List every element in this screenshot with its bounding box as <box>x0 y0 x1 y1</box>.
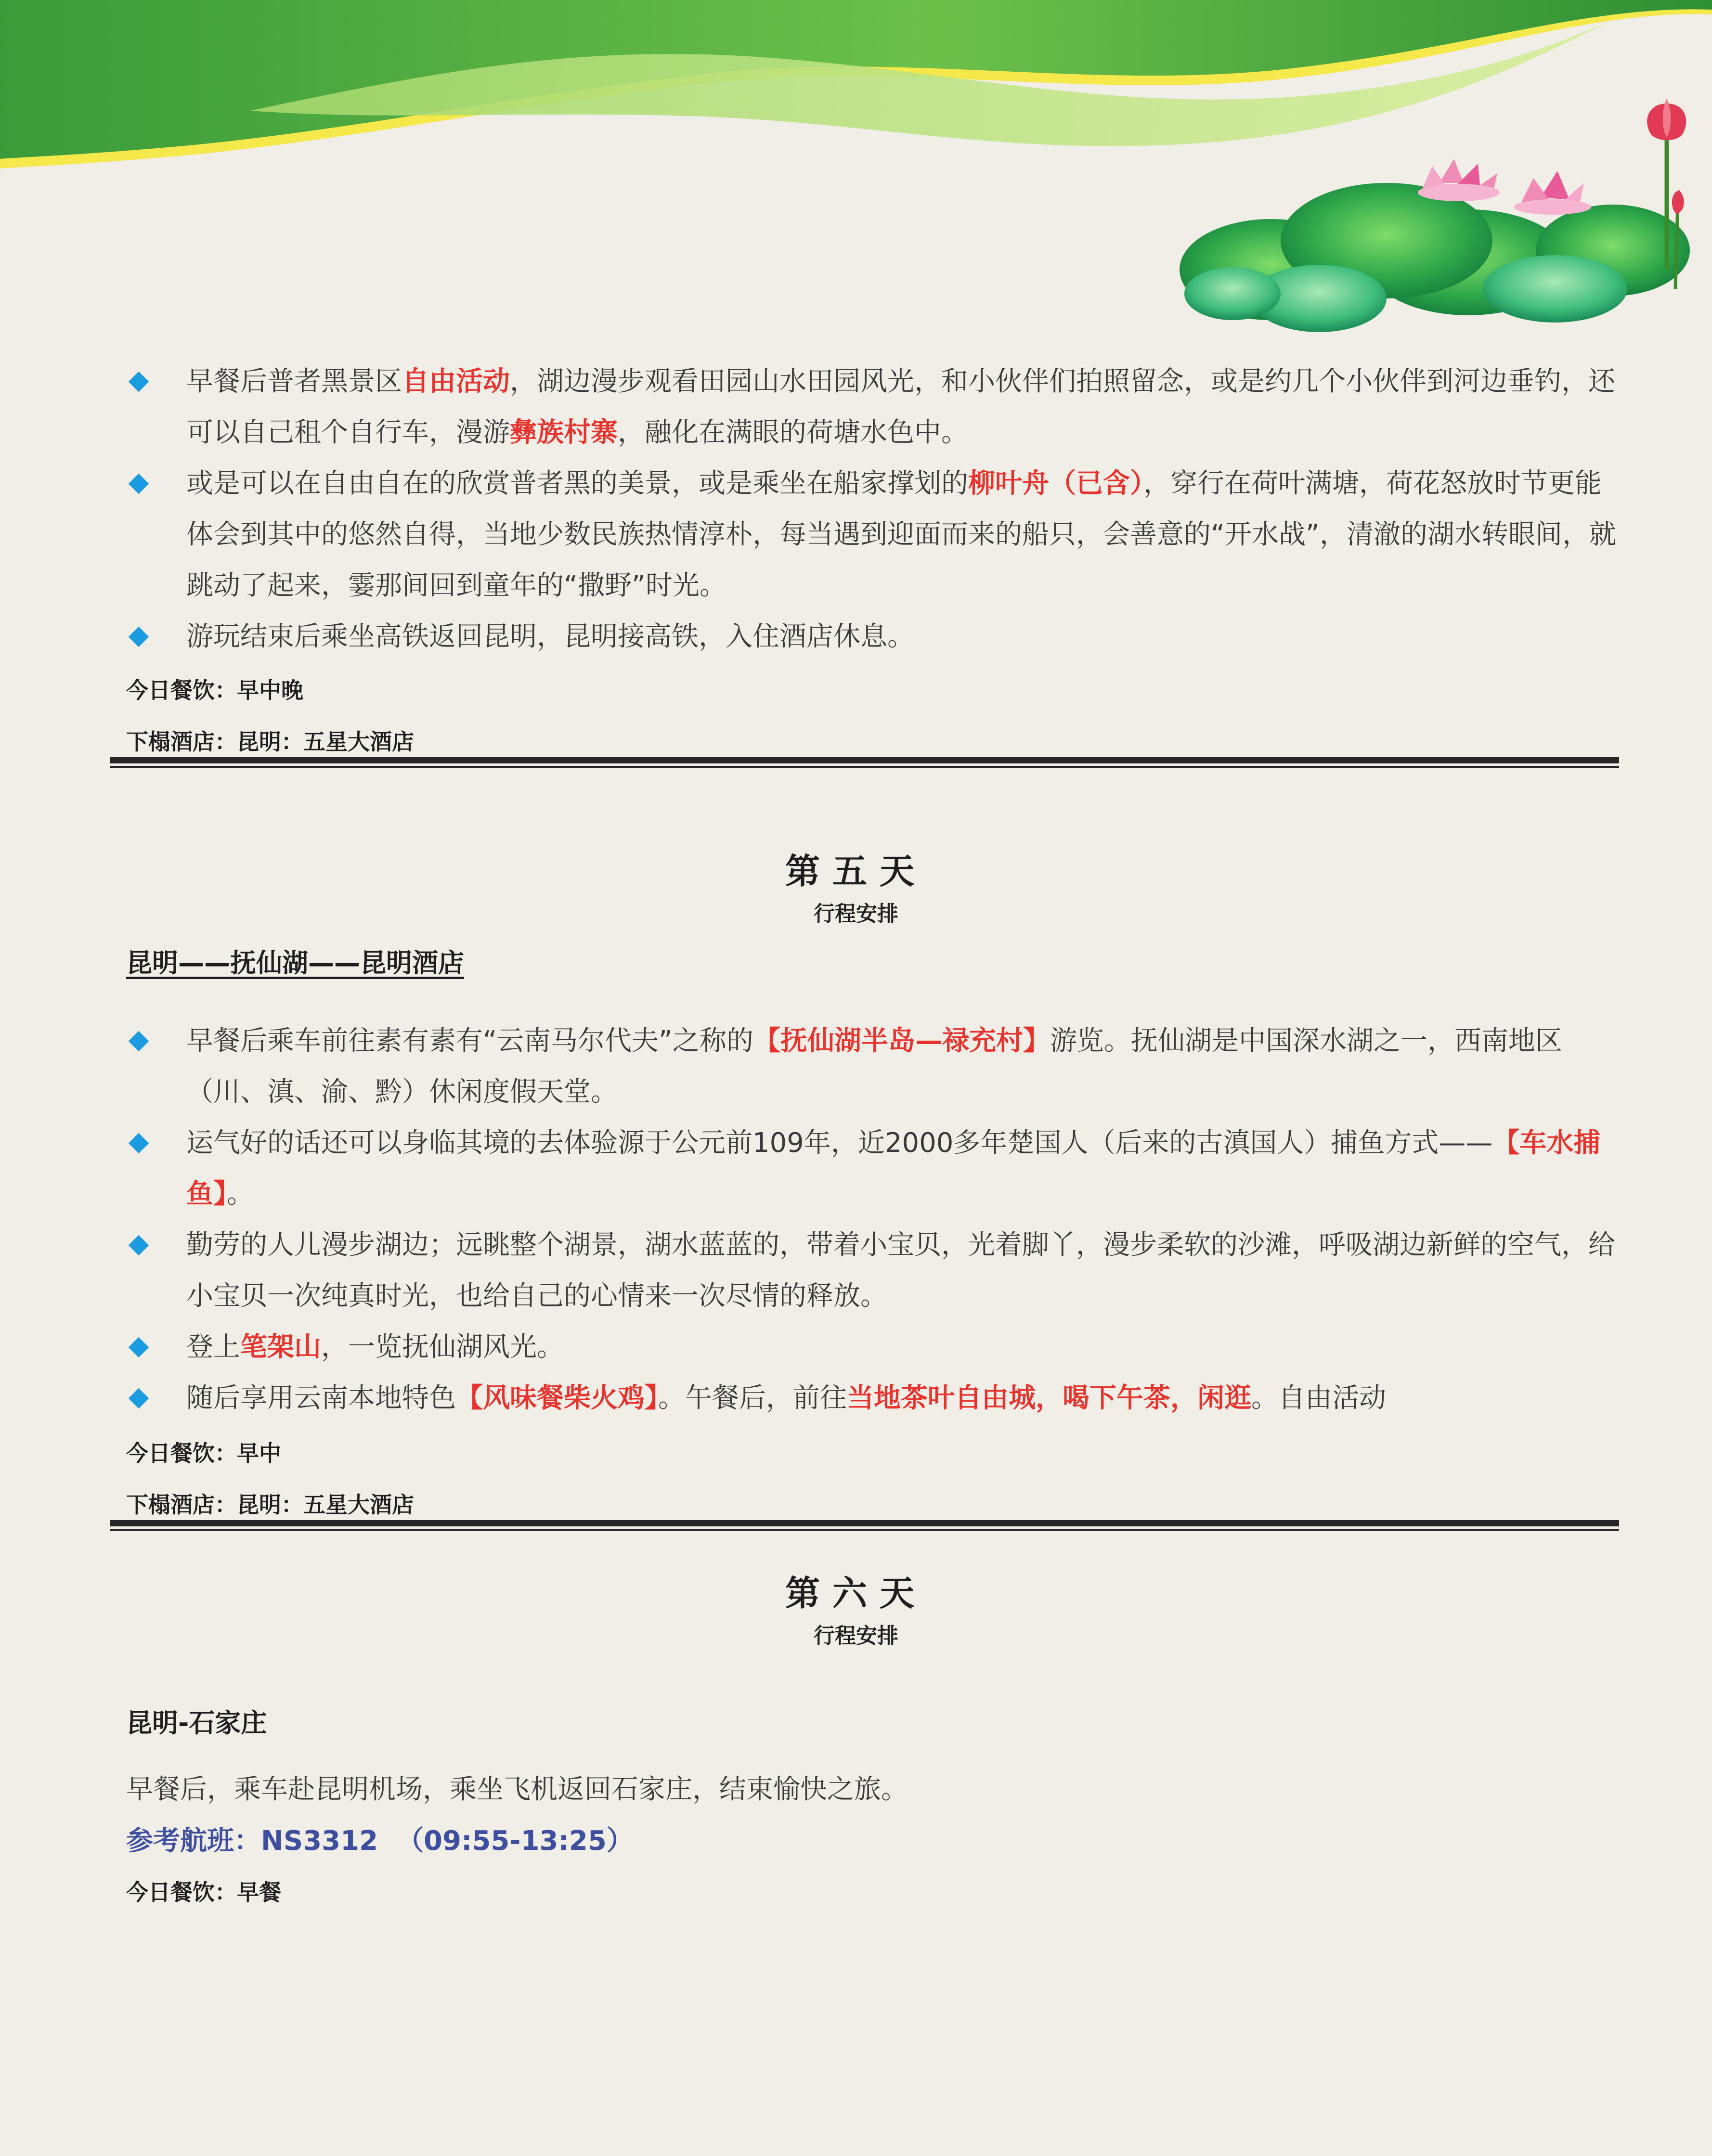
item-text: 或是可以在自由自在的欣赏普者黑的美景，或是乘坐在船家撑划的 <box>186 468 968 499</box>
diamond-bullet-icon <box>129 627 149 647</box>
highlight-text: 彝族村寨 <box>510 417 618 448</box>
item-text: 勤劳的人儿漫步湖边；远眺整个湖景，湖水蓝蓝的，带着小宝贝，光着脚丫，漫步柔软的沙滩，呼吸湖边新鲜的空气，给小宝贝一次纯真时光，也给自己的心情来一次尽情的释放。 <box>186 1229 1615 1312</box>
activity-item <box>123 1220 1625 1322</box>
item-text: 游览。抚仙湖是中国深水湖之一，西南地区（川、滇、渝、黔）休闲度假天堂。 <box>186 1025 1563 1108</box>
item-text: 。午餐后，前往 <box>658 1382 847 1414</box>
item-text: ，融化在满眼的荷塘水色中。 <box>618 417 968 448</box>
day5-hotel: 下榻酒店：昆明：五星大酒店 <box>126 1492 414 1518</box>
activity-item <box>123 1373 1625 1424</box>
diamond-bullet-icon <box>129 1235 149 1255</box>
day5-meals: 今日餐饮：早中 <box>126 1440 281 1466</box>
activity-item <box>123 611 1625 662</box>
item-text: ，穿行在荷叶满塘，荷花怒放时节更能体会到其中的悠然自得，当地少数民族热情淳朴，每当遇到迎面而来的船只，会善意的“开水战”，清澈的湖水转眼间，就跳动了起来，霎那间回到童年的“撒野”时光。 <box>186 468 1617 601</box>
day6-route: 昆明-石家庄 <box>126 1708 267 1738</box>
day4-hotel: 下榻酒店：昆明：五星大酒店 <box>126 729 414 755</box>
day6-subtitle: 行程安排 <box>814 1624 898 1648</box>
section-divider <box>110 1520 1619 1531</box>
day6-description: 早餐后，乘车赴昆明机场，乘坐飞机返回石家庄，结束愉快之旅。 <box>126 1774 908 1805</box>
item-text: ，一览抚仙湖风光。 <box>321 1331 564 1363</box>
day5-subtitle: 行程安排 <box>814 902 898 926</box>
activity-item <box>123 1016 1625 1118</box>
day5-activity-list <box>123 1016 1625 1424</box>
diamond-bullet-icon <box>129 1133 149 1153</box>
diamond-bullet-icon <box>129 1031 149 1051</box>
item-text: 。自由活动 <box>1251 1382 1386 1414</box>
item-text: 运气好的话还可以身临其境的去体验源于公元前109年，近2000多年楚国人（后来的古滇国人）捕鱼方式—— <box>186 1127 1493 1159</box>
activity-item <box>123 356 1625 458</box>
day6-meals: 今日餐饮：早餐 <box>126 1879 281 1905</box>
item-text: 随后享用云南本地特色 <box>186 1382 456 1414</box>
item-text: ，湖边漫步观看田园山水田园风光，和小伙伴们拍照留念，或是约几个小伙伴到河边垂钓，还可以自己租个自行车，漫游 <box>186 366 1615 448</box>
day4-activity-list <box>123 356 1625 662</box>
green-wave-band <box>0 0 1712 168</box>
highlight-text: 【车水捕鱼】 <box>186 1127 1601 1210</box>
diamond-bullet-icon <box>129 372 149 392</box>
day4-meals: 今日餐饮：早中晚 <box>126 677 303 703</box>
section-divider <box>110 757 1619 768</box>
highlight-text: 笔架山 <box>240 1331 321 1363</box>
item-text: 早餐后普者黑景区 <box>186 366 402 397</box>
highlight-text: 自由活动 <box>402 366 510 397</box>
day5-route: 昆明——抚仙湖——昆明酒店 <box>126 948 464 978</box>
item-text: 早餐后乘车前往素有素有“云南马尔代夫”之称的 <box>186 1025 754 1057</box>
header-decoration <box>0 0 1712 337</box>
item-text: 。 <box>227 1178 254 1210</box>
item-text: 登上 <box>186 1331 240 1363</box>
activity-item <box>123 1322 1625 1373</box>
highlight-text: 【风味餐柴火鸡】 <box>456 1382 658 1414</box>
diamond-bullet-icon <box>129 1337 149 1357</box>
diamond-bullet-icon <box>129 474 149 494</box>
highlight-text: 【抚仙湖半岛—禄充村】 <box>753 1025 1051 1057</box>
highlight-text: 柳叶舟（已含） <box>968 468 1143 499</box>
day6-flight-info: 参考航班：NS3312 （09:55-13:25） <box>126 1825 634 1857</box>
highlight-text: 当地茶叶自由城，喝下午茶，闲逛 <box>847 1382 1251 1414</box>
activity-item <box>123 458 1625 611</box>
activity-item <box>123 1118 1625 1220</box>
day5-title: 第五天 <box>785 851 927 891</box>
day6-title: 第六天 <box>785 1573 927 1614</box>
item-text: 游玩结束后乘坐高铁返回昆明，昆明接高铁，入住酒店休息。 <box>186 621 914 652</box>
diamond-bullet-icon <box>129 1388 149 1408</box>
